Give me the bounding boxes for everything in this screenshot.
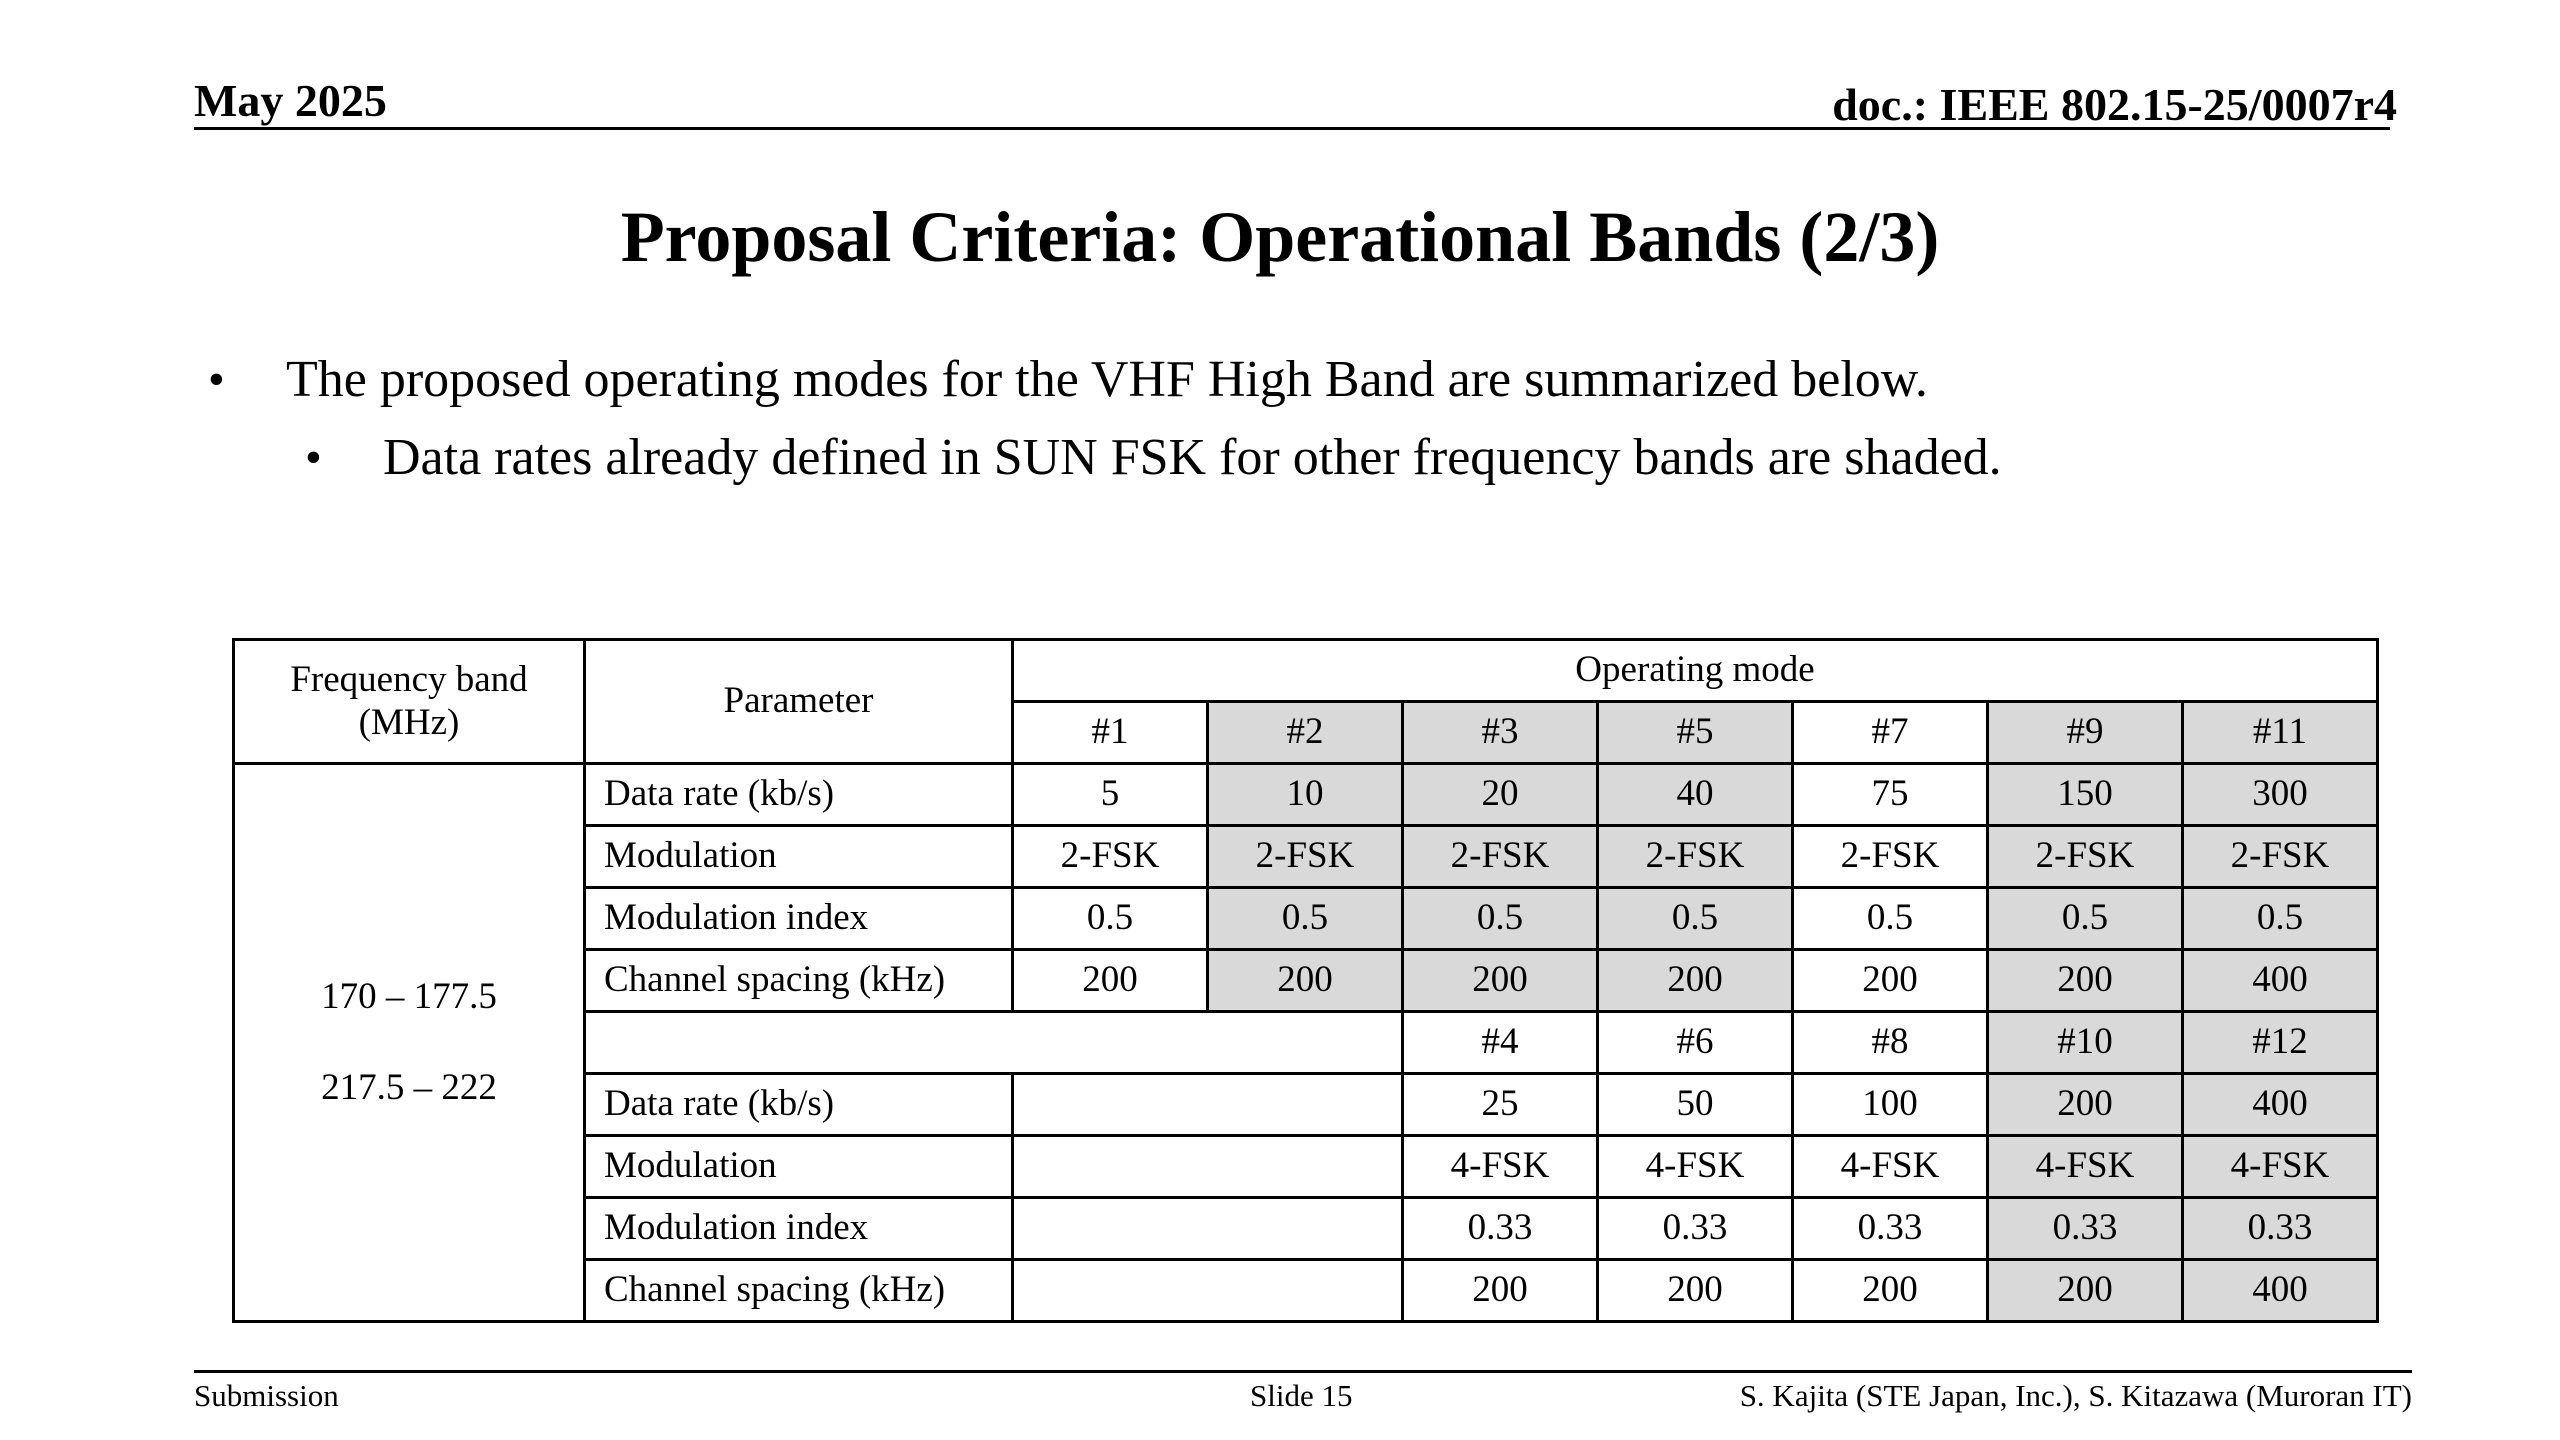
value-cell: 4-FSK bbox=[1598, 1136, 1793, 1198]
value-cell: 200 bbox=[1988, 1074, 2183, 1136]
mode-number-cell: #5 bbox=[1598, 702, 1793, 764]
value-cell: 400 bbox=[2183, 1074, 2378, 1136]
empty-cell bbox=[1013, 1136, 1403, 1198]
value-cell: 300 bbox=[2183, 764, 2378, 826]
value-cell: 2-FSK bbox=[2183, 826, 2378, 888]
value-cell: 2-FSK bbox=[1208, 826, 1403, 888]
value-cell: 0.5 bbox=[1208, 888, 1403, 950]
empty-cell bbox=[585, 1012, 1403, 1074]
value-cell: 4-FSK bbox=[1988, 1136, 2183, 1198]
value-cell: 200 bbox=[1988, 950, 2183, 1012]
value-cell: 0.33 bbox=[1598, 1198, 1793, 1260]
mode-number-cell: #2 bbox=[1208, 702, 1403, 764]
mode-number-cell: #11 bbox=[2183, 702, 2378, 764]
bullet-text: The proposed operating modes for the VHF High Band are summarized below. bbox=[286, 351, 1928, 408]
value-cell: 200 bbox=[1403, 1260, 1598, 1322]
mode-number-cell: #9 bbox=[1988, 702, 2183, 764]
value-cell: 0.5 bbox=[1013, 888, 1208, 950]
value-cell: 200 bbox=[1403, 950, 1598, 1012]
frequency-range-2: 217.5 – 222 bbox=[321, 1066, 497, 1108]
mode-number-cell: #4 bbox=[1403, 1012, 1598, 1074]
value-cell: 0.5 bbox=[2183, 888, 2378, 950]
mode-number-cell: #12 bbox=[2183, 1012, 2378, 1074]
mode-number-cell: #10 bbox=[1988, 1012, 2183, 1074]
param-cell: Modulation bbox=[585, 826, 1013, 888]
footer-authors: S. Kajita (STE Japan, Inc.), S. Kitazawa (Muroran IT) bbox=[1739, 1378, 2412, 1413]
parameter-header: Parameter bbox=[585, 640, 1013, 764]
value-cell: 0.5 bbox=[1598, 888, 1793, 950]
value-cell: 200 bbox=[1793, 950, 1988, 1012]
freq-band-header bbox=[234, 640, 585, 764]
footer-submission: Submission bbox=[194, 1378, 339, 1413]
bullet-item-2 bbox=[305, 428, 2002, 487]
value-cell: 50 bbox=[1598, 1074, 1793, 1136]
mode-number-cell: #3 bbox=[1403, 702, 1598, 764]
frequency-range-1: 170 – 177.5 bbox=[321, 976, 497, 1018]
value-cell: 200 bbox=[1013, 950, 1208, 1012]
value-cell: 2-FSK bbox=[1598, 826, 1793, 888]
header-doc-id: doc.: IEEE 802.15-25/0007r4 bbox=[1832, 79, 2397, 130]
value-cell: 25 bbox=[1403, 1074, 1598, 1136]
value-cell: 75 bbox=[1793, 764, 1988, 826]
param-cell: Channel spacing (kHz) bbox=[585, 1260, 1013, 1322]
value-cell: 10 bbox=[1208, 764, 1403, 826]
slide-title: Proposal Criteria: Operational Bands (2/3) bbox=[620, 197, 1940, 277]
value-cell: 4-FSK bbox=[2183, 1136, 2378, 1198]
value-cell: 200 bbox=[1208, 950, 1403, 1012]
value-cell: 0.33 bbox=[1403, 1198, 1598, 1260]
header-date: May 2025 bbox=[194, 75, 387, 126]
value-cell: 0.33 bbox=[1988, 1198, 2183, 1260]
value-cell: 400 bbox=[2183, 950, 2378, 1012]
footer-divider bbox=[194, 1370, 2412, 1373]
value-cell: 400 bbox=[2183, 1260, 2378, 1322]
freq-band-header-line2: (MHz) bbox=[358, 701, 460, 743]
value-cell: 40 bbox=[1598, 764, 1793, 826]
value-cell: 2-FSK bbox=[1793, 826, 1988, 888]
mode-number-cell: #7 bbox=[1793, 702, 1988, 764]
empty-cell bbox=[1013, 1260, 1403, 1322]
footer-slide-number: Slide 15 bbox=[1250, 1378, 1353, 1413]
value-cell: 4-FSK bbox=[1793, 1136, 1988, 1198]
param-cell: Modulation index bbox=[585, 1198, 1013, 1260]
param-cell: Data rate (kb/s) bbox=[585, 764, 1013, 826]
empty-cell bbox=[1013, 1198, 1403, 1260]
table-row bbox=[234, 764, 2378, 826]
value-cell: 100 bbox=[1793, 1074, 1988, 1136]
mode-number-cell: #8 bbox=[1793, 1012, 1988, 1074]
frequency-band-cell bbox=[234, 764, 585, 1322]
value-cell: 200 bbox=[1598, 950, 1793, 1012]
param-cell: Modulation bbox=[585, 1136, 1013, 1198]
empty-cell bbox=[1013, 1074, 1403, 1136]
operating-modes-table bbox=[232, 638, 2379, 1323]
value-cell: 0.33 bbox=[1793, 1198, 1988, 1260]
value-cell: 200 bbox=[1988, 1260, 2183, 1322]
bullet-text: Data rates already defined in SUN FSK for other frequency bands are shaded. bbox=[383, 429, 2002, 486]
value-cell: 200 bbox=[1793, 1260, 1988, 1322]
mode-number-cell: #1 bbox=[1013, 702, 1208, 764]
bullet-marker: • bbox=[208, 353, 225, 406]
value-cell: 2-FSK bbox=[1988, 826, 2183, 888]
value-cell: 0.33 bbox=[2183, 1198, 2378, 1260]
header-divider bbox=[194, 127, 2390, 130]
value-cell: 150 bbox=[1988, 764, 2183, 826]
param-cell: Data rate (kb/s) bbox=[585, 1074, 1013, 1136]
bullet-item-1 bbox=[208, 350, 1928, 409]
bullet-marker: • bbox=[305, 431, 322, 484]
value-cell: 2-FSK bbox=[1403, 826, 1598, 888]
param-cell: Modulation index bbox=[585, 888, 1013, 950]
freq-band-header-line1: Frequency band bbox=[290, 658, 528, 700]
mode-number-cell: #6 bbox=[1598, 1012, 1793, 1074]
value-cell: 0.5 bbox=[1793, 888, 1988, 950]
value-cell: 0.5 bbox=[1988, 888, 2183, 950]
value-cell: 4-FSK bbox=[1403, 1136, 1598, 1198]
table-header-row bbox=[234, 640, 2378, 702]
value-cell: 5 bbox=[1013, 764, 1208, 826]
value-cell: 200 bbox=[1598, 1260, 1793, 1322]
param-cell: Channel spacing (kHz) bbox=[585, 950, 1013, 1012]
value-cell: 0.5 bbox=[1403, 888, 1598, 950]
value-cell: 2-FSK bbox=[1013, 826, 1208, 888]
value-cell: 20 bbox=[1403, 764, 1598, 826]
operating-mode-header: Operating mode bbox=[1013, 640, 2378, 702]
